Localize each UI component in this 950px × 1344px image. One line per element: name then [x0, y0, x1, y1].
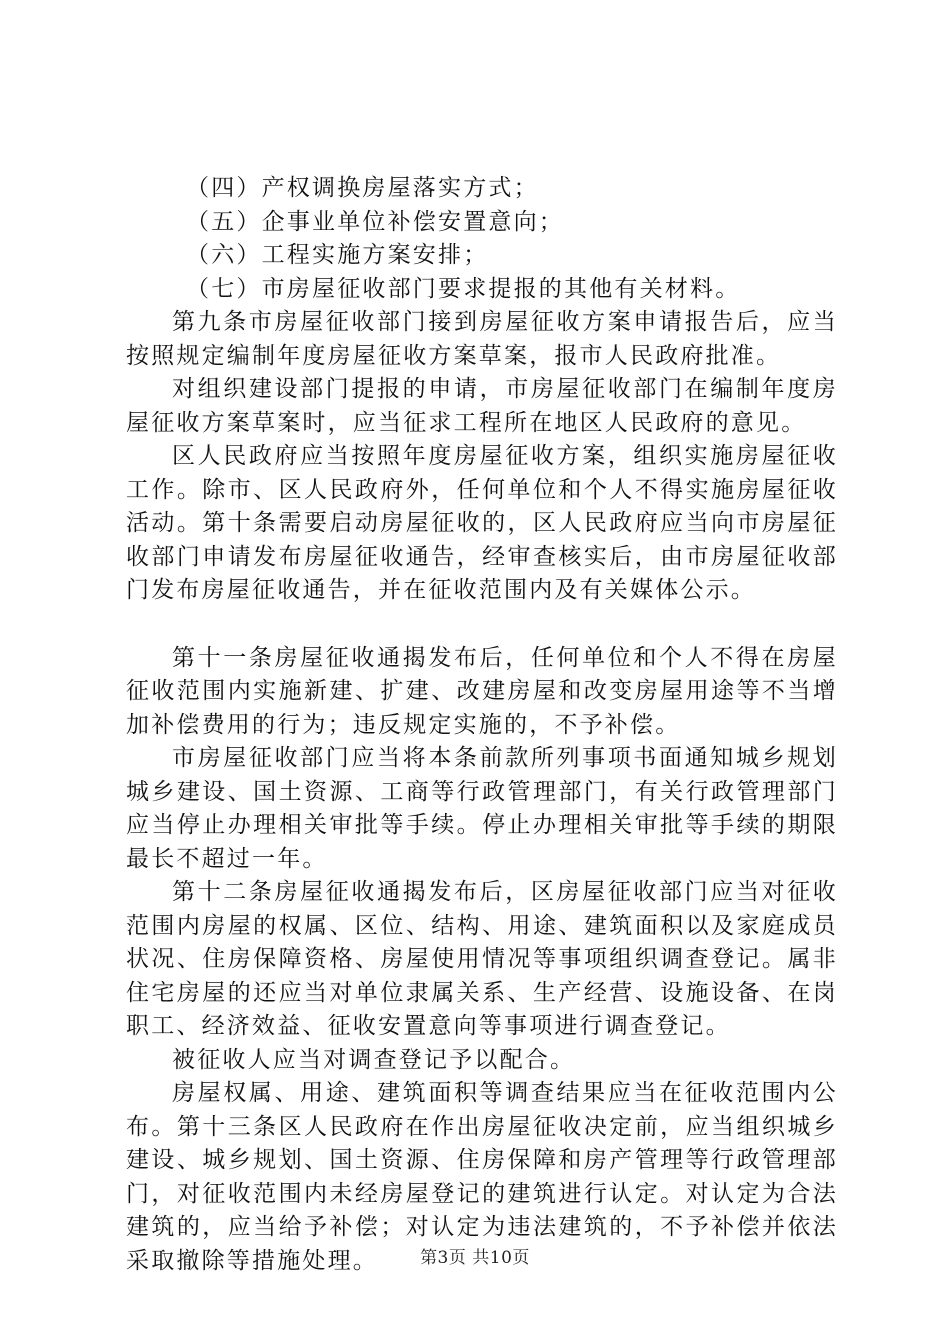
list-item: （五）企事业单位补偿安置意向； — [186, 208, 564, 235]
body-paragraph: 对组织建设部门提报的申请，市房屋征收部门在编制年度房屋征收方案草案时，应当征求工程所在地区人民政府的意见。 — [126, 376, 838, 436]
list-item: （四）产权调换房屋落实方式； — [186, 175, 539, 201]
body-paragraph: 房屋权属、用途、建筑面积等调查结果应当在征收范围内公布。第十三条区人民政府在作出房屋征收决定前，应当组织城乡建设、城乡规划、国土资源、住房保障和房产管理等行政管理部门，对征收范围内未经房屋登记的建筑进行认定。对认定为合法建筑的，应当给予补偿；对认定为违法建筑的，不予补偿并依法采取撤除等措施处理。 — [126, 1080, 838, 1274]
list-item: （七）市房屋征收部门要求提报的其他有关材料。 — [186, 275, 741, 302]
page-number-footer: 第3页 共10页 — [420, 1248, 530, 1268]
body-paragraph: 第九条市房屋征收部门接到房屋征收方案申请报告后，应当按照规定编制年度房屋征收方案草案，报市人民政府批准。 — [126, 309, 838, 369]
body-paragraph: 被征收人应当对调查登记予以配合。 — [172, 1046, 576, 1073]
body-paragraph: 市房屋征收部门应当将本条前款所列事项书面通知城乡规划城乡建设、国土资源、工商等行政管理部门，有关行政管理部门应当停止办理相关审批等手续。停止办理相关审批等手续的期限最长不超过一年。 — [126, 745, 838, 872]
paragraph-gap — [126, 608, 838, 642]
list-item: （六）工程实施方案安排； — [186, 242, 489, 268]
body-paragraph: 第十二条房屋征收通揭发布后，区房屋征收部门应当对征收范围内房屋的权属、区位、结构、用途、建筑面积以及家庭成员状况、住房保障资格、房屋使用情况等事项组织调查登记。属非住宅房屋的还应当对单位隶属关系、生产经营、设施设备、在岗职工、经济效益、征收安置意向等事项进行调查登记。 — [126, 879, 838, 1039]
document-body — [126, 172, 838, 1278]
body-paragraph: 区人民政府应当按照年度房屋征收方案，组织实施房屋征收工作。除市、区人民政府外，任何单位和个人不得实施房屋征收活动。第十条需要启动房屋征收的，区人民政府应当向市房屋征收部门申请发布房屋征收通告，经审查核实后，由市房屋征收部门发布房屋征收通告，并在征收范围内及有关媒体公示。 — [126, 443, 838, 603]
body-paragraph: 第十一条房屋征收通揭发布后，任何单位和个人不得在房屋征收范围内实施新建、扩建、改建房屋和改变房屋用途等不当增加补偿费用的行为；违反规定实施的，不予补偿。 — [126, 644, 838, 738]
